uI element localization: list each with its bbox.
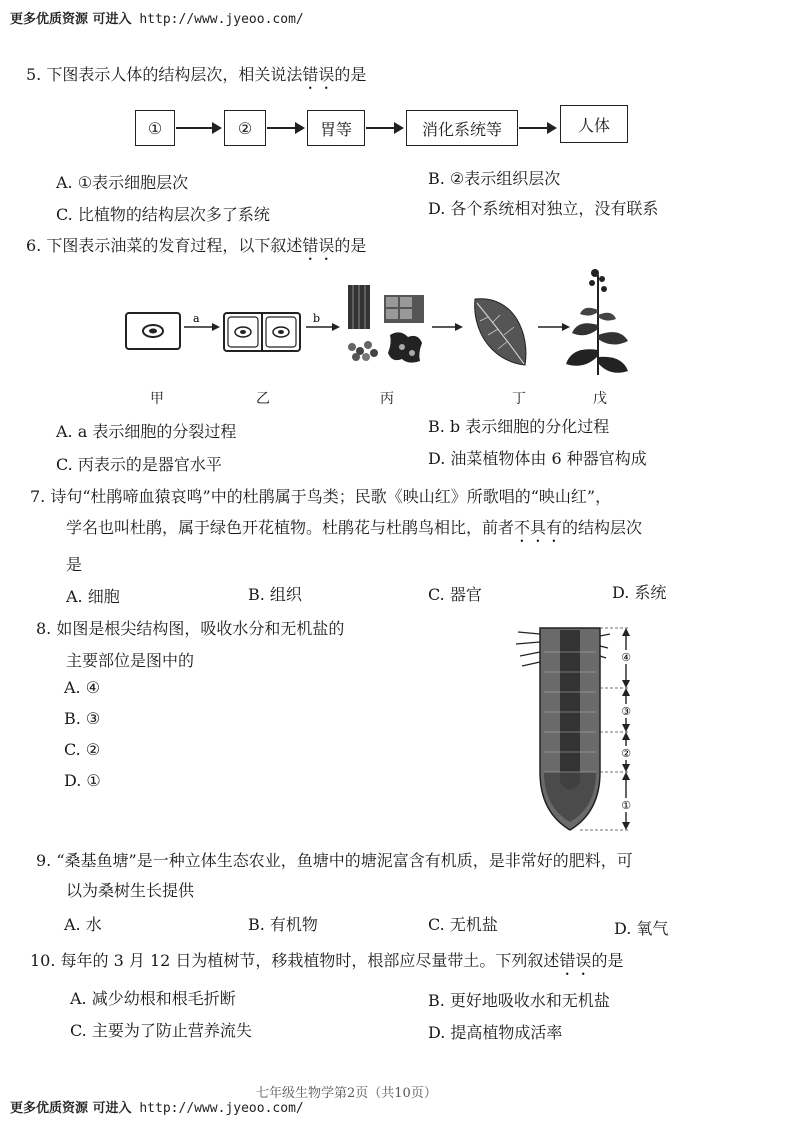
q10-stem-emphasis: 错误 <box>559 951 592 970</box>
q5-option-b[interactable]: B. ②表示组织层次 <box>428 169 561 188</box>
q6-label-yi: 乙 <box>256 391 270 407</box>
q10-option-a[interactable]: A. 减少幼根和根毛折断 <box>70 989 236 1008</box>
q5-option-a[interactable]: A. ①表示细胞层次 <box>56 173 189 192</box>
root-tip-diagram <box>510 622 640 837</box>
q6-stem-text: 6. 下图表示油菜的发育过程，以下叙述 <box>26 236 303 255</box>
footer-url[interactable]: http://www.jyeoo.com/ <box>139 1101 304 1116</box>
q7-option-d[interactable]: D. 系统 <box>612 583 667 602</box>
q6-label-ding: 丁 <box>512 391 526 407</box>
q7-line-2 <box>66 515 642 546</box>
q8-option-c[interactable]: C. ② <box>64 740 101 759</box>
q6-option-c[interactable]: C. 丙表示的是器官水平 <box>56 455 222 474</box>
q7-emphasis: 不具有 <box>514 518 563 537</box>
q9-line-2: 以为桑树生长提供 <box>66 881 195 900</box>
q5-stem <box>26 62 366 93</box>
q9-option-b[interactable]: B. 有机物 <box>248 915 318 934</box>
cell-pair-icon <box>224 313 300 351</box>
q5-stem-emphasis: 错误 <box>302 65 335 84</box>
q10-stem-tail: 的是 <box>591 951 624 970</box>
q6-label-bing: 丙 <box>380 391 394 407</box>
q6-stem-tail: 的是 <box>334 236 367 255</box>
q6-option-b[interactable]: B. b 表示细胞的分化过程 <box>428 417 610 436</box>
q10-option-d[interactable]: D. 提高植物成活率 <box>428 1023 563 1042</box>
q7-option-b[interactable]: B. 组织 <box>248 585 302 604</box>
zone-1-label: ① <box>621 799 631 812</box>
q10-stem-text: 10. 每年的 3 月 12 日为植树节，移栽植物时，根部应尽量带土。下列叙述 <box>30 951 560 970</box>
zone-4-label: ④ <box>621 651 631 664</box>
q8-option-d[interactable]: D. ① <box>64 771 101 790</box>
q6-option-a[interactable]: A. a 表示细胞的分裂过程 <box>56 422 237 441</box>
q7-option-a[interactable]: A. 细胞 <box>66 587 120 606</box>
arrow-b-label: b <box>313 312 321 325</box>
zone-3-label: ③ <box>621 705 631 718</box>
page-header <box>10 8 304 27</box>
zone-2-label: ② <box>621 747 631 760</box>
cell-single-icon <box>126 313 180 349</box>
arrow-icon <box>519 127 555 129</box>
q5-box-3: 胃等 <box>307 110 365 146</box>
q8-option-a[interactable]: A. ④ <box>64 678 101 697</box>
footer-prefix: 更多优质资源 可进入 <box>10 1101 132 1116</box>
q5-box-2: ② <box>224 110 266 146</box>
q9-option-c[interactable]: C. 无机盐 <box>428 915 498 934</box>
page-footer <box>10 1097 304 1116</box>
q10-option-b[interactable]: B. 更好地吸收水和无机盐 <box>428 991 610 1010</box>
q7-line-2-tail: 的结构层次 <box>562 518 643 537</box>
q5-box-5: 人体 <box>560 105 628 143</box>
q7-line-2-text: 学名也叫杜鹃，属于绿色开花植物。杜鹃花与杜鹃鸟相比，前者 <box>66 518 515 537</box>
q7-line-1: 7. 诗句“杜鹃啼血猿哀鸣”中的杜鹃属于鸟类；民歌《映山红》所歌唱的“映山红”， <box>30 487 612 506</box>
q8-line-1: 8. 如图是根尖结构图，吸收水分和无机盐的 <box>36 619 345 638</box>
q9-line-1: 9. “桑基鱼塘”是一种立体生态农业，鱼塘中的塘泥富含有机质，是非常好的肥料，可 <box>36 851 633 870</box>
arrow-a-label: a <box>193 312 200 325</box>
arrow-icon <box>366 127 402 129</box>
leaf-icon <box>475 299 526 365</box>
header-prefix: 更多优质资源 可进入 <box>10 12 132 27</box>
q10-option-c[interactable]: C. 主要为了防止营养流失 <box>70 1021 252 1040</box>
q8-line-2: 主要部位是图中的 <box>66 651 195 670</box>
arrow-icon <box>176 127 220 129</box>
q5-option-d[interactable]: D. 各个系统相对独立，没有联系 <box>428 199 659 218</box>
q10-stem <box>30 948 623 979</box>
q5-stem-tail: 的是 <box>334 65 367 84</box>
q9-option-a[interactable]: A. 水 <box>64 915 102 934</box>
page-number-note: 七年级生物学第2页（共10页） <box>256 1086 437 1101</box>
q7-line-3: 是 <box>66 555 83 574</box>
q9-option-d[interactable]: D. 氧气 <box>614 919 669 938</box>
q5-stem-text: 5. 下图表示人体的结构层次，相关说法 <box>26 65 303 84</box>
q8-option-b[interactable]: B. ③ <box>64 709 101 728</box>
header-url[interactable]: http://www.jyeoo.com/ <box>139 12 304 27</box>
q7-option-c[interactable]: C. 器官 <box>428 585 482 604</box>
arrow-icon <box>267 127 303 129</box>
q5-box-1: ① <box>135 110 175 146</box>
tissue-icon <box>348 285 424 363</box>
plant-icon <box>566 269 628 375</box>
q6-label-jia: 甲 <box>150 391 164 407</box>
q6-option-d[interactable]: D. 油菜植物体由 6 种器官构成 <box>428 449 647 468</box>
q5-option-c[interactable]: C. 比植物的结构层次多了系统 <box>56 205 270 224</box>
q6-stem <box>26 233 366 264</box>
q5-box-4: 消化系统等 <box>406 110 518 146</box>
q6-label-wu: 戊 <box>593 391 607 407</box>
q6-stem-emphasis: 错误 <box>302 236 335 255</box>
